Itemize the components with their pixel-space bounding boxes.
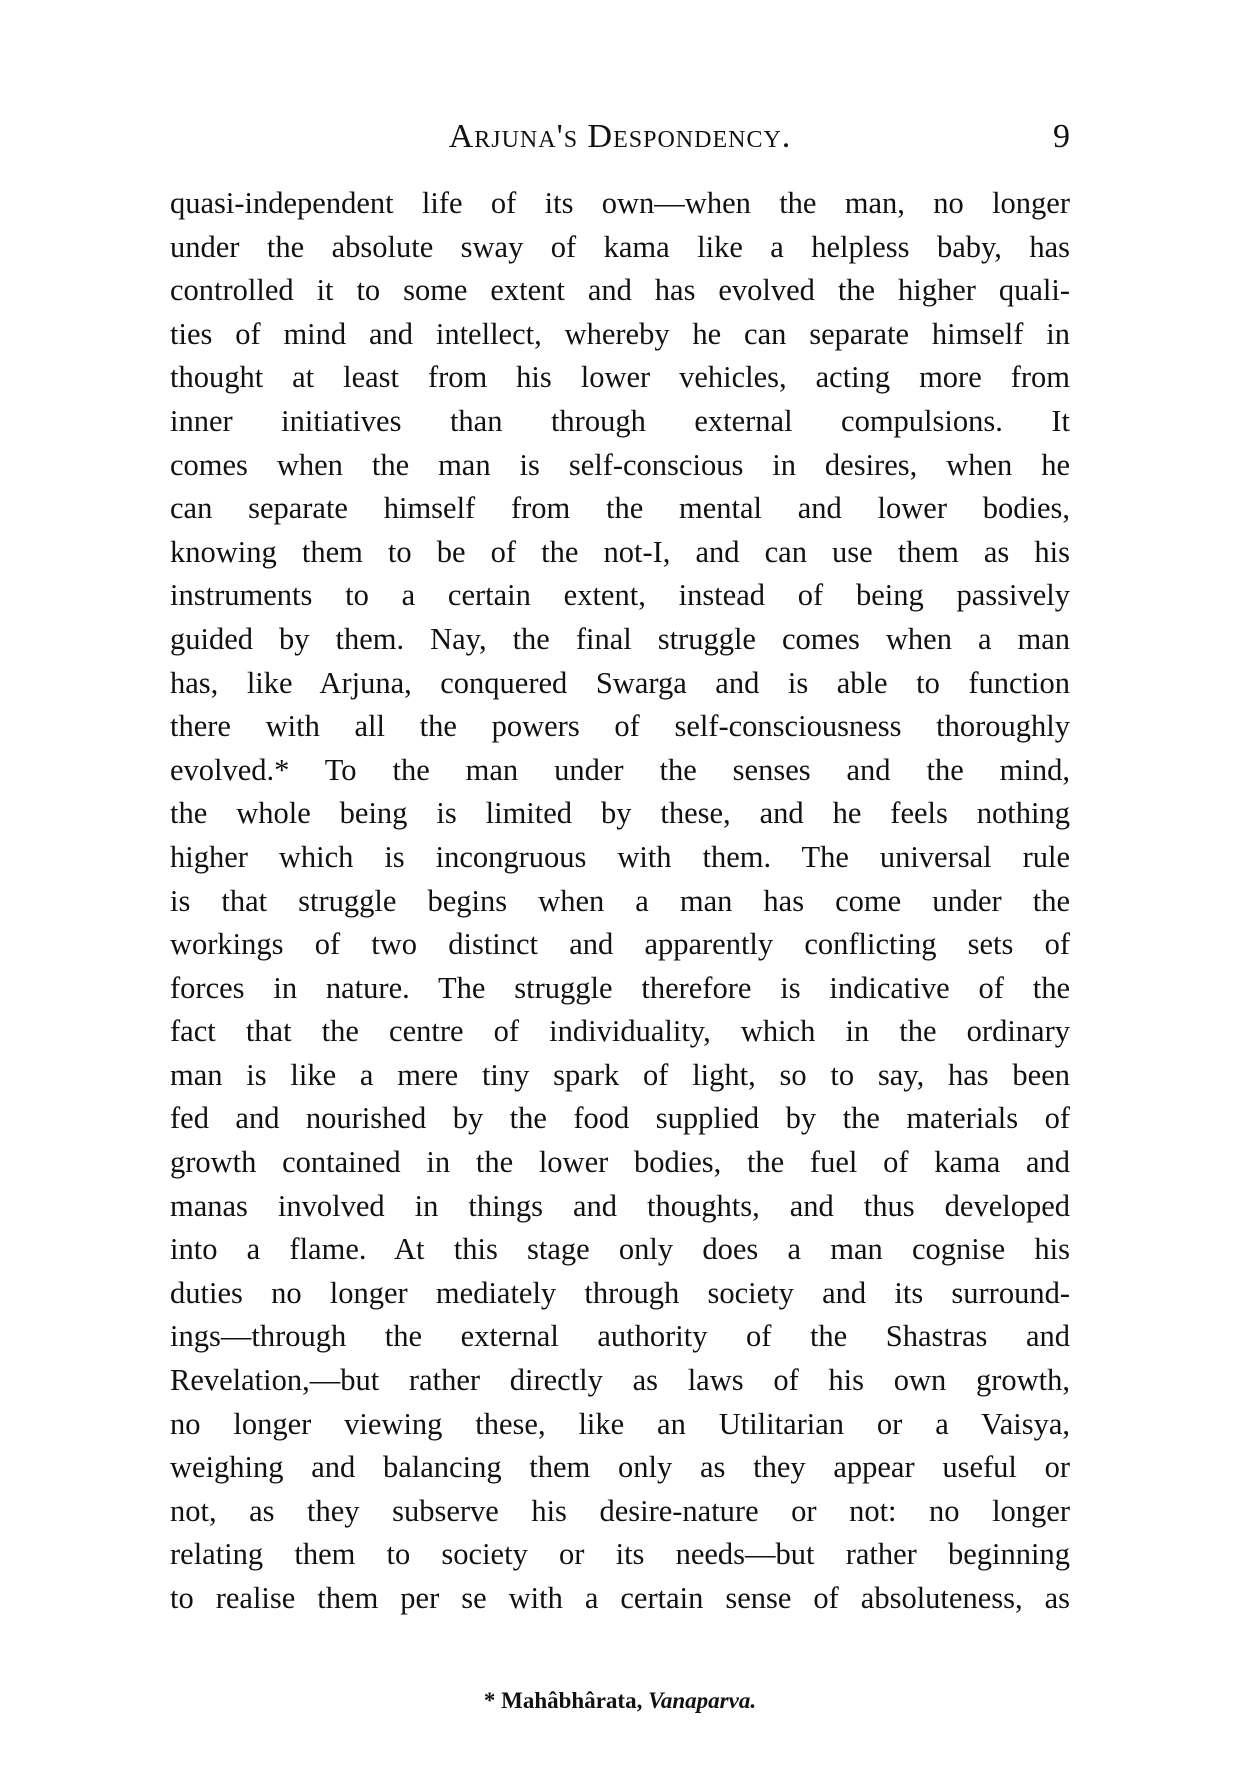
text-line: manas involved in things and thoughts, and thus developed — [170, 1188, 1070, 1223]
text-line: ings—through the external authority of the Shastras and — [170, 1319, 1070, 1354]
text-line: guided by them. Nay, the final struggle comes when a man — [170, 621, 1070, 656]
text-line: no longer viewing these, like an Utilitarian or a Vaisya, — [170, 1406, 1070, 1441]
text-line: to realise them per se with a certain sense of absoluteness, as — [170, 1581, 1070, 1615]
footnote-marker: * — [483, 1688, 496, 1713]
text-line: there with all the powers of self-consciousness thoroughly — [170, 709, 1070, 744]
text-line: evolved.* To the man under the senses and the mind, — [170, 752, 1070, 787]
text-line: can separate himself from the mental and lower bodies, — [170, 491, 1070, 526]
text-line: comes when the man is self-conscious in desires, when he — [170, 447, 1070, 482]
text-line: duties no longer mediately through society and its surround- — [170, 1275, 1070, 1310]
text-line: instruments to a certain extent, instead of being passively — [170, 578, 1070, 613]
text-line: knowing them to be of the not-I, and can use them as his — [170, 534, 1070, 569]
text-line: is that struggle begins when a man has come under the — [170, 883, 1070, 918]
text-line: forces in nature. The struggle therefore is indicative of the — [170, 970, 1070, 1005]
text-line: workings of two distinct and apparently conflicting sets of — [170, 927, 1070, 962]
page-number: 9 — [1053, 118, 1070, 155]
text-line: into a flame. At this stage only does a man cognise his — [170, 1232, 1070, 1267]
text-line: weighing and balancing them only as they appear useful or — [170, 1450, 1070, 1485]
text-line: the whole being is limited by these, and he feels nothing — [170, 796, 1070, 831]
running-head — [170, 112, 1070, 162]
text-line: thought at least from his lower vehicles, acting more from — [170, 360, 1070, 395]
text-line: relating them to society or its needs—but rather beginning — [170, 1537, 1070, 1572]
text-line: man is like a mere tiny spark of light, so to say, has been — [170, 1057, 1070, 1092]
text-line: under the absolute sway of kama like a helpless baby, has — [170, 229, 1070, 264]
text-line: not, as they subserve his desire-nature or not: no longer — [170, 1493, 1070, 1528]
text-line: fed and nourished by the food supplied by the materials of — [170, 1101, 1070, 1136]
text-line: inner initiatives than through external compulsions. It — [170, 403, 1070, 438]
body-text — [170, 182, 1070, 1621]
footnote-source: Mahâbhârata, — [501, 1688, 643, 1713]
text-line: growth contained in the lower bodies, the fuel of kama and — [170, 1145, 1070, 1180]
text-line: quasi-independent life of its own—when the man, no longer — [170, 186, 1070, 220]
text-line: has, like Arjuna, conquered Swarga and is able to function — [170, 665, 1070, 700]
text-line: higher which is incongruous with them. The universal rule — [170, 839, 1070, 874]
text-line: fact that the centre of individuality, which in the ordinary — [170, 1014, 1070, 1049]
text-line: controlled it to some extent and has evolved the higher quali- — [170, 273, 1070, 308]
footnote-section: Vanaparva. — [648, 1688, 757, 1713]
footnote — [170, 1685, 1070, 1717]
text-line: ties of mind and intellect, whereby he can separate himself in — [170, 316, 1070, 351]
running-title: Arjuna's Despondency. — [448, 118, 792, 155]
text-line: Revelation,—but rather directly as laws of his own growth, — [170, 1363, 1070, 1398]
